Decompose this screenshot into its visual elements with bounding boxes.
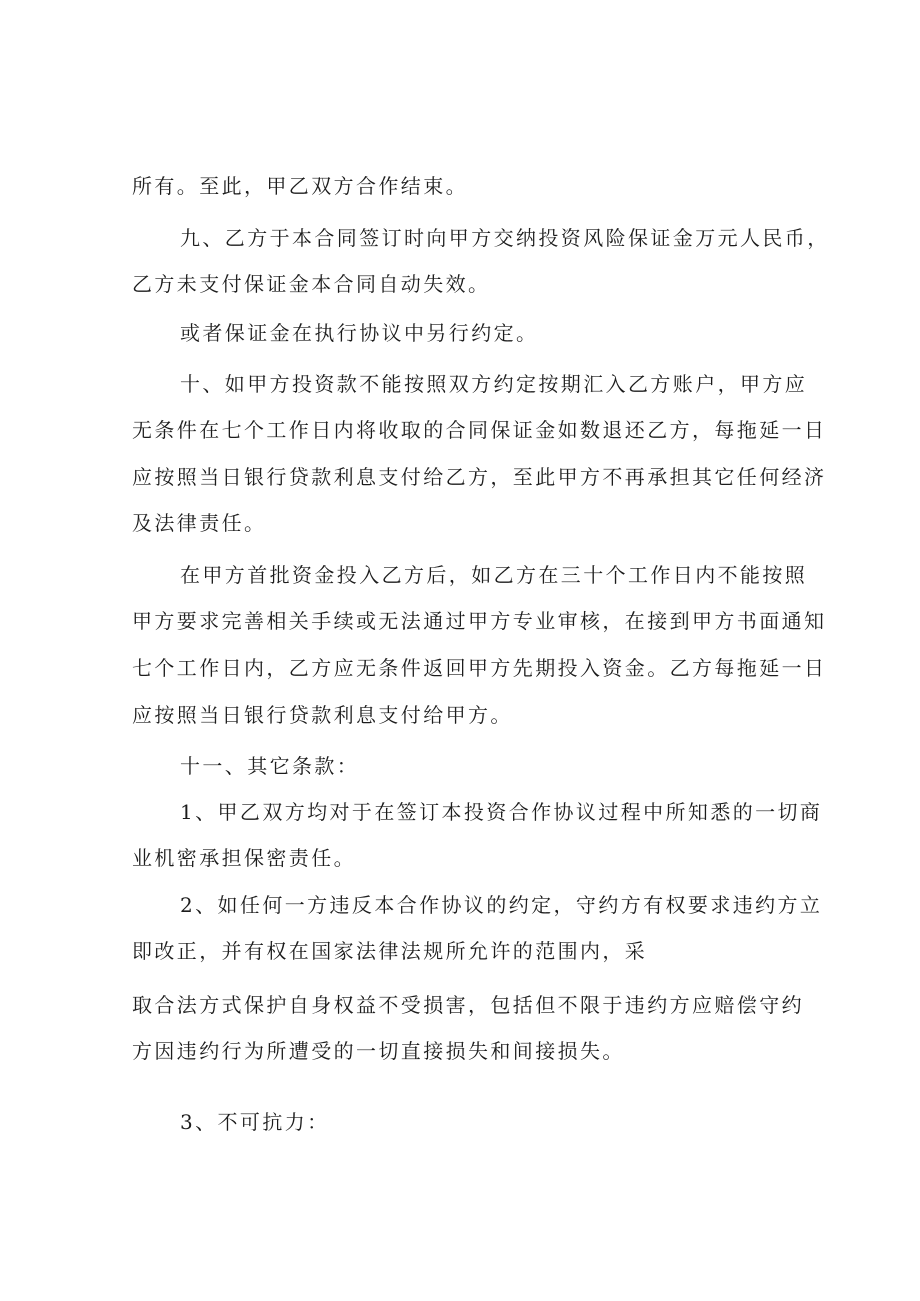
text-line: 应按照当日银行贷款利息支付给乙方，至此甲方不再承担其它任何经济 <box>132 465 827 489</box>
text-line: 所有。至此，甲乙双方合作结束。 <box>132 174 468 198</box>
text-line: 十、如甲方投资款不能按照双方约定按期汇入乙方账户，甲方应 <box>180 372 808 396</box>
text-line: 七个工作日内，乙方应无条件返回甲方先期投入资金。乙方每拖延一日 <box>132 656 827 680</box>
text-line: 1、甲乙双方均对于在签订本投资合作协议过程中所知悉的一切商 <box>180 800 823 824</box>
text-line: 2、如任何一方违反本合作协议的约定，守约方有权要求违约方立 <box>180 893 823 917</box>
text-line: 无条件在七个工作日内将收取的合同保证金如数退还乙方，每拖延一日 <box>132 418 827 442</box>
text-line: 或者保证金在执行协议中另行约定。 <box>180 321 539 345</box>
text-line: 业机密承担保密责任。 <box>132 846 356 870</box>
text-line: 在甲方首批资金投入乙方后，如乙方在三十个工作日内不能按照 <box>180 563 808 587</box>
text-line: 方因违约行为所遭受的一切直接损失和间接损失。 <box>132 1039 625 1063</box>
text-line: 应按照当日银行贷款利息支付给甲方。 <box>132 703 513 727</box>
text-line: 3、不可抗力： <box>180 1110 330 1134</box>
text-line: 即改正，并有权在国家法律法规所允许的范围内，采 <box>132 939 648 963</box>
text-line: 甲方要求完善相关手续或无法通过甲方专业审核，在接到甲方书面通知 <box>132 609 827 633</box>
text-line: 十一、其它条款： <box>180 754 360 778</box>
text-line: 取合法方式保护自身权益不受损害，包括但不限于违约方应赔偿守约 <box>132 993 804 1017</box>
text-line: 及法律责任。 <box>132 511 267 535</box>
text-line: 乙方未支付保证金本合同自动失效。 <box>132 272 491 296</box>
text-line: 九、乙方于本合同签订时向甲方交纳投资风险保证金万元人民币， <box>180 226 830 250</box>
